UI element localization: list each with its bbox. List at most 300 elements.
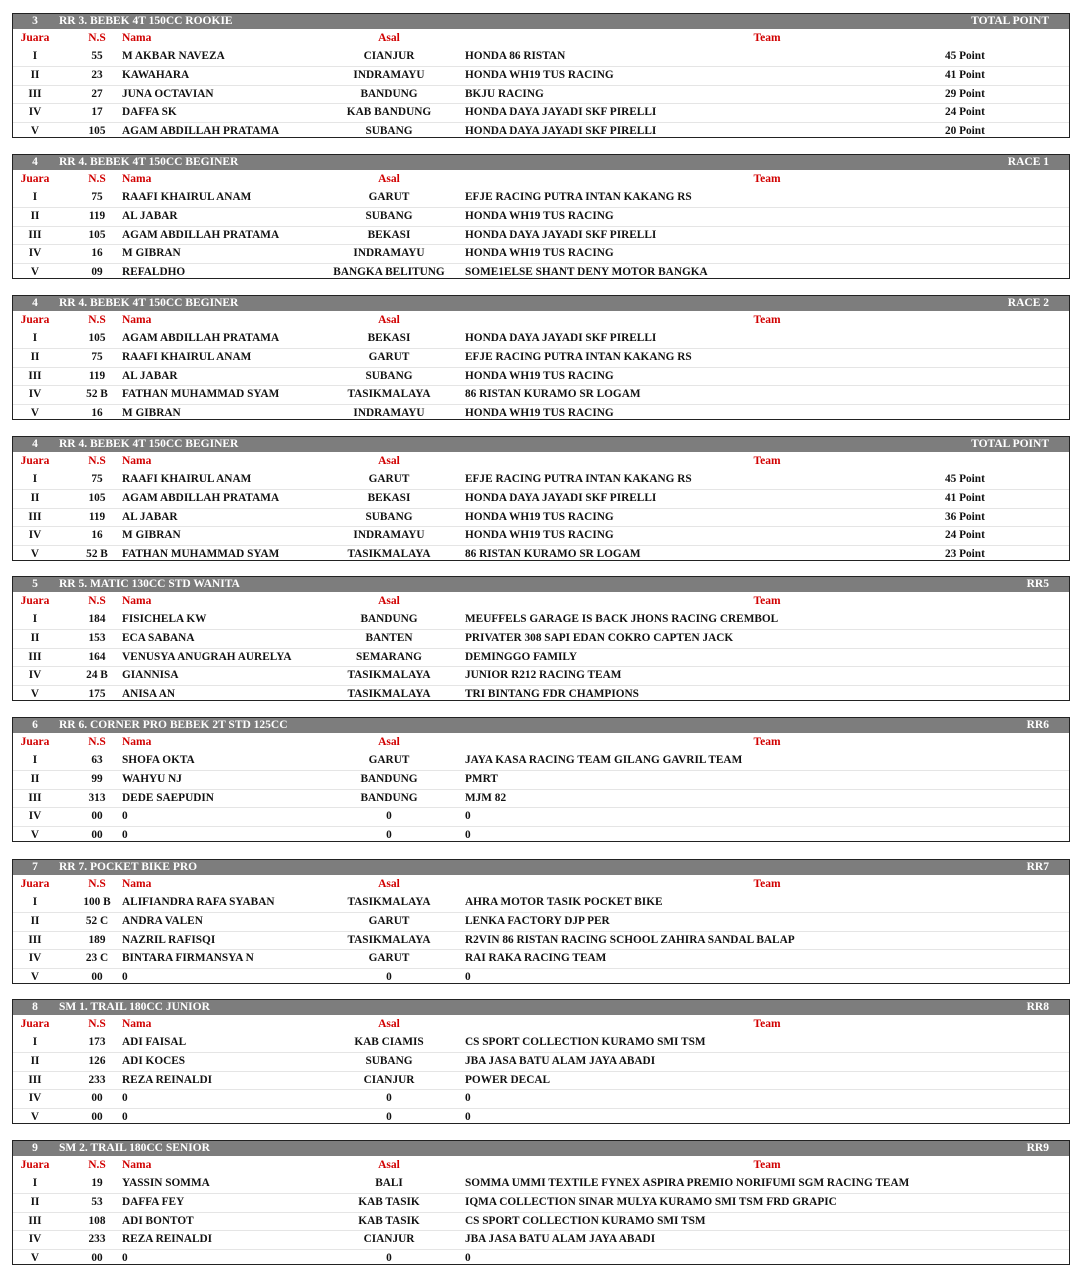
table-row bbox=[13, 894, 1069, 912]
rank: IV bbox=[28, 810, 42, 823]
rank: II bbox=[30, 631, 40, 644]
col-asal: Asal bbox=[378, 32, 400, 44]
rank: V bbox=[30, 266, 40, 279]
rider-name: M AKBAR NAVEZA bbox=[122, 50, 225, 62]
rider-name: DAFFA FEY bbox=[122, 1195, 185, 1208]
rider-name: FATHAN MUHAMMAD SYAM bbox=[122, 548, 280, 561]
rank: II bbox=[30, 1054, 40, 1067]
table-row bbox=[13, 629, 1069, 648]
table-row bbox=[13, 648, 1069, 667]
column-header-row bbox=[13, 875, 1069, 894]
rank: IV bbox=[28, 669, 42, 682]
table-row bbox=[13, 826, 1069, 845]
origin: TASIKMALAYA bbox=[347, 933, 431, 946]
rider-name: 0 bbox=[122, 971, 128, 984]
rider-name: KAWAHARA bbox=[122, 68, 190, 81]
origin: BALI bbox=[375, 1177, 403, 1189]
start-number: 16 bbox=[91, 407, 103, 420]
team-name: HONDA WH19 TUS RACING bbox=[465, 68, 614, 81]
col-ns: N.S bbox=[88, 173, 106, 185]
col-juara: Juara bbox=[20, 1018, 50, 1030]
team-name: TRI BINTANG FDR CHAMPIONS bbox=[465, 688, 639, 701]
start-number: 00 bbox=[91, 810, 103, 823]
rank: IV bbox=[28, 1092, 42, 1105]
team-name: IQMA COLLECTION SINAR MULYA KURAMO SMI TSM FRD GRAPIC bbox=[465, 1195, 837, 1208]
rows bbox=[13, 48, 1069, 141]
rank: II bbox=[30, 491, 40, 504]
table-row bbox=[13, 685, 1069, 704]
team-name: HONDA DAYA JAYADI SKF PIRELLI bbox=[465, 332, 657, 344]
team-name: JBA JASA BATU ALAM JAYA ABADI bbox=[465, 1054, 656, 1067]
class-header bbox=[13, 296, 1069, 311]
rider-name: ALIFIANDRA RAFA SYABAN bbox=[122, 896, 275, 908]
origin: TASIKMALAYA bbox=[347, 388, 431, 401]
team-name: 0 bbox=[465, 971, 471, 984]
origin: BANDUNG bbox=[360, 772, 418, 785]
class-title: SM 1. TRAIL 180CC JUNIOR bbox=[59, 1001, 210, 1013]
origin: BANTEN bbox=[365, 631, 413, 644]
rank: I bbox=[32, 1177, 38, 1189]
start-number: 173 bbox=[88, 1036, 106, 1048]
rank: I bbox=[32, 50, 38, 62]
table-row bbox=[13, 931, 1069, 950]
rank: I bbox=[32, 473, 38, 485]
start-number: 105 bbox=[88, 228, 106, 241]
origin: KAB BANDUNG bbox=[346, 106, 432, 119]
origin: SUBANG bbox=[365, 1054, 413, 1067]
table-row bbox=[13, 807, 1069, 826]
col-ns: N.S bbox=[88, 32, 106, 44]
col-asal: Asal bbox=[378, 173, 400, 185]
rows bbox=[13, 611, 1069, 704]
team-name: CS SPORT COLLECTION KURAMO SMI TSM bbox=[465, 1036, 706, 1048]
start-number: 52 B bbox=[86, 548, 108, 561]
origin: KAB CIAMIS bbox=[354, 1036, 424, 1048]
origin: 0 bbox=[386, 1252, 392, 1265]
team-name: POWER DECAL bbox=[465, 1073, 551, 1086]
rank: IV bbox=[28, 529, 42, 542]
rider-name: M GIBRAN bbox=[122, 529, 181, 542]
table-row bbox=[13, 226, 1069, 245]
rider-name: 0 bbox=[122, 1252, 128, 1265]
rider-name: AL JABAR bbox=[122, 369, 178, 382]
col-asal: Asal bbox=[378, 314, 400, 326]
origin: SUBANG bbox=[365, 510, 413, 523]
rider-name: REFALDHO bbox=[122, 266, 186, 279]
start-number: 63 bbox=[91, 754, 103, 766]
rows bbox=[13, 894, 1069, 987]
team-name: LENKA FACTORY DJP PER bbox=[465, 914, 610, 927]
origin: KAB TASIK bbox=[358, 1195, 420, 1208]
team-name: JAYA KASA RACING TEAM GILANG GAVRIL TEAM bbox=[465, 754, 743, 766]
rider-name: FATHAN MUHAMMAD SYAM bbox=[122, 388, 280, 401]
rider-name: AGAM ABDILLAH PRATAMA bbox=[122, 228, 280, 241]
rider-name: AGAM ABDILLAH PRATAMA bbox=[122, 125, 280, 138]
col-juara: Juara bbox=[20, 32, 50, 44]
col-ns: N.S bbox=[88, 736, 106, 748]
class-header bbox=[13, 1141, 1069, 1156]
col-nama: Nama bbox=[122, 1159, 152, 1171]
origin: TASIKMALAYA bbox=[347, 548, 431, 561]
origin: GARUT bbox=[368, 754, 410, 766]
col-team: Team bbox=[753, 595, 781, 607]
team-name: 0 bbox=[465, 1252, 471, 1265]
origin: 0 bbox=[386, 1092, 392, 1105]
origin: CIANJUR bbox=[363, 1073, 415, 1086]
class-title: SM 2. TRAIL 180CC SENIOR bbox=[59, 1142, 210, 1154]
rider-name: M GIBRAN bbox=[122, 247, 181, 260]
start-number: 23 C bbox=[85, 952, 109, 965]
rider-name: AGAM ABDILLAH PRATAMA bbox=[122, 332, 280, 344]
start-number: 52 B bbox=[86, 388, 108, 401]
race-label: RR5 bbox=[1026, 578, 1049, 590]
table-row bbox=[13, 66, 1069, 85]
class-title: RR 4. BEBEK 4T 150CC BEGINER bbox=[59, 156, 239, 168]
col-nama: Nama bbox=[122, 595, 152, 607]
start-number: 108 bbox=[88, 1214, 106, 1227]
col-nama: Nama bbox=[122, 314, 152, 326]
rank: III bbox=[28, 369, 42, 382]
col-team: Team bbox=[753, 455, 781, 467]
rider-name: AL JABAR bbox=[122, 209, 178, 222]
class-result-table bbox=[12, 13, 1070, 138]
team-name: JUNIOR R212 RACING TEAM bbox=[465, 669, 622, 682]
rank: IV bbox=[28, 952, 42, 965]
table-row bbox=[13, 244, 1069, 263]
start-number: 09 bbox=[91, 266, 103, 279]
team-name: MEUFFELS GARAGE IS BACK JHONS RACING CREMBOL bbox=[465, 613, 779, 625]
team-name: HONDA WH19 TUS RACING bbox=[465, 510, 614, 523]
col-nama: Nama bbox=[122, 1018, 152, 1030]
table-row bbox=[13, 1212, 1069, 1231]
class-result-table bbox=[12, 859, 1070, 984]
col-nama: Nama bbox=[122, 455, 152, 467]
origin: CIANJUR bbox=[363, 50, 415, 62]
class-header bbox=[13, 860, 1069, 875]
team-name: PRIVATER 308 SAPI EDAN COKRO CAPTEN JACK bbox=[465, 631, 734, 644]
col-ns: N.S bbox=[88, 455, 106, 467]
col-ns: N.S bbox=[88, 314, 106, 326]
start-number: 00 bbox=[91, 971, 103, 984]
origin: GARUT bbox=[368, 191, 410, 203]
class-header bbox=[13, 1000, 1069, 1015]
start-number: 126 bbox=[88, 1054, 106, 1067]
points: 23 Point bbox=[945, 548, 985, 561]
table-row bbox=[13, 348, 1069, 367]
class-title: RR 7. POCKET BIKE PRO bbox=[59, 861, 198, 873]
start-number: 53 bbox=[91, 1195, 103, 1208]
table-row bbox=[13, 385, 1069, 404]
origin: BEKASI bbox=[367, 228, 411, 241]
rider-name: RAAFI KHAIRUL ANAM bbox=[122, 191, 252, 203]
class-result-table bbox=[12, 154, 1070, 279]
class-header bbox=[13, 437, 1069, 452]
table-row bbox=[13, 189, 1069, 207]
points: 29 Point bbox=[945, 87, 985, 100]
table-row bbox=[13, 1052, 1069, 1071]
team-name: 0 bbox=[465, 810, 471, 823]
class-result-table bbox=[12, 717, 1070, 842]
team-name: HONDA WH19 TUS RACING bbox=[465, 529, 614, 542]
origin: INDRAMAYU bbox=[353, 407, 425, 420]
origin: BEKASI bbox=[367, 332, 411, 344]
table-row bbox=[13, 526, 1069, 545]
team-name: HONDA WH19 TUS RACING bbox=[465, 407, 614, 420]
points: 41 Point bbox=[945, 68, 985, 81]
race-label: TOTAL POINT bbox=[971, 15, 1049, 27]
race-label: RR9 bbox=[1026, 1142, 1049, 1154]
start-number: 00 bbox=[91, 1111, 103, 1124]
rank: II bbox=[30, 914, 40, 927]
column-header-row bbox=[13, 452, 1069, 471]
origin: INDRAMAYU bbox=[353, 529, 425, 542]
class-title: RR 6. CORNER PRO BEBEK 2T STD 125CC bbox=[59, 719, 288, 731]
table-row bbox=[13, 770, 1069, 789]
start-number: 99 bbox=[91, 772, 103, 785]
col-asal: Asal bbox=[378, 595, 400, 607]
race-label: RR8 bbox=[1026, 1001, 1049, 1013]
start-number: 75 bbox=[91, 350, 103, 363]
table-row bbox=[13, 1108, 1069, 1127]
origin: TASIKMALAYA bbox=[347, 688, 431, 701]
points: 20 Point bbox=[945, 125, 985, 138]
rank: III bbox=[28, 1073, 42, 1086]
rider-name: REZA REINALDI bbox=[122, 1233, 213, 1246]
rider-name: ADI KOCES bbox=[122, 1054, 186, 1067]
origin: GARUT bbox=[368, 914, 410, 927]
team-name: SOMMA UMMI TEXTILE FYNEX ASPIRA PREMIO NORIFUMI SGM RACING TEAM bbox=[465, 1177, 910, 1189]
rider-name: RAAFI KHAIRUL ANAM bbox=[122, 473, 252, 485]
col-ns: N.S bbox=[88, 595, 106, 607]
class-number: 6 bbox=[32, 719, 38, 731]
rows bbox=[13, 471, 1069, 564]
rider-name: NAZRIL RAFISQI bbox=[122, 933, 216, 946]
class-title: RR 5. MATIC 130CC STD WANITA bbox=[59, 578, 240, 590]
rank: III bbox=[28, 87, 42, 100]
col-team: Team bbox=[753, 173, 781, 185]
team-name: HONDA WH19 TUS RACING bbox=[465, 209, 614, 222]
rank: V bbox=[30, 1111, 40, 1124]
table-row bbox=[13, 545, 1069, 564]
col-nama: Nama bbox=[122, 878, 152, 890]
start-number: 233 bbox=[88, 1233, 106, 1246]
column-header-row bbox=[13, 1156, 1069, 1175]
col-asal: Asal bbox=[378, 1159, 400, 1171]
team-name: HONDA DAYA JAYADI SKF PIRELLI bbox=[465, 228, 657, 241]
team-name: DEMINGGO FAMILY bbox=[465, 650, 578, 663]
rider-name: AL JABAR bbox=[122, 510, 178, 523]
class-title: RR 3. BEBEK 4T 150CC ROOKIE bbox=[59, 15, 233, 27]
table-row bbox=[13, 489, 1069, 508]
table-row bbox=[13, 1089, 1069, 1108]
col-juara: Juara bbox=[20, 455, 50, 467]
col-team: Team bbox=[753, 736, 781, 748]
points: 36 Point bbox=[945, 510, 985, 523]
rows bbox=[13, 189, 1069, 282]
rider-name: 0 bbox=[122, 1111, 128, 1124]
rider-name: RAAFI KHAIRUL ANAM bbox=[122, 350, 252, 363]
rank: II bbox=[30, 350, 40, 363]
col-juara: Juara bbox=[20, 314, 50, 326]
table-row bbox=[13, 122, 1069, 141]
team-name: HONDA DAYA JAYADI SKF PIRELLI bbox=[465, 491, 657, 504]
rank: IV bbox=[28, 1233, 42, 1246]
team-name: HONDA WH19 TUS RACING bbox=[465, 369, 614, 382]
table-row bbox=[13, 508, 1069, 527]
team-name: RAI RAKA RACING TEAM bbox=[465, 952, 607, 965]
team-name: EFJE RACING PUTRA INTAN KAKANG RS bbox=[465, 473, 692, 485]
start-number: 119 bbox=[88, 510, 106, 523]
origin: TASIKMALAYA bbox=[347, 896, 431, 908]
origin: BANDUNG bbox=[360, 791, 418, 804]
rank: V bbox=[30, 407, 40, 420]
column-header-row bbox=[13, 311, 1069, 330]
origin: 0 bbox=[386, 829, 392, 842]
rider-name: YASSIN SOMMA bbox=[122, 1177, 210, 1189]
start-number: 17 bbox=[91, 106, 103, 119]
rider-name: AGAM ABDILLAH PRATAMA bbox=[122, 491, 280, 504]
origin: INDRAMAYU bbox=[353, 247, 425, 260]
table-row bbox=[13, 1071, 1069, 1090]
start-number: 105 bbox=[88, 491, 106, 504]
col-juara: Juara bbox=[20, 736, 50, 748]
start-number: 75 bbox=[91, 473, 103, 485]
rank: V bbox=[30, 1252, 40, 1265]
start-number: 00 bbox=[91, 1252, 103, 1265]
table-row bbox=[13, 1230, 1069, 1249]
rows bbox=[13, 1034, 1069, 1127]
col-team: Team bbox=[753, 32, 781, 44]
col-juara: Juara bbox=[20, 1159, 50, 1171]
origin: TASIKMALAYA bbox=[347, 669, 431, 682]
rank: III bbox=[28, 933, 42, 946]
origin: GARUT bbox=[368, 952, 410, 965]
rows bbox=[13, 752, 1069, 845]
race-label: RR7 bbox=[1026, 861, 1049, 873]
origin: BANDUNG bbox=[360, 87, 418, 100]
points: 24 Point bbox=[945, 106, 985, 119]
team-name: BKJU RACING bbox=[465, 87, 544, 100]
table-row bbox=[13, 968, 1069, 987]
team-name: EFJE RACING PUTRA INTAN KAKANG RS bbox=[465, 191, 692, 203]
table-row bbox=[13, 1175, 1069, 1193]
col-juara: Juara bbox=[20, 878, 50, 890]
rider-name: SHOFA OKTA bbox=[122, 754, 195, 766]
col-asal: Asal bbox=[378, 736, 400, 748]
start-number: 75 bbox=[91, 191, 103, 203]
origin: SEMARANG bbox=[356, 650, 422, 663]
rider-name: M GIBRAN bbox=[122, 407, 181, 420]
table-row bbox=[13, 263, 1069, 282]
table-row bbox=[13, 330, 1069, 348]
origin: BANGKA BELITUNG bbox=[333, 266, 445, 279]
col-asal: Asal bbox=[378, 455, 400, 467]
start-number: 105 bbox=[88, 125, 106, 138]
race-label: RACE 1 bbox=[1007, 156, 1049, 168]
col-asal: Asal bbox=[378, 1018, 400, 1030]
origin: SUBANG bbox=[365, 209, 413, 222]
start-number: 184 bbox=[88, 613, 106, 625]
class-number: 8 bbox=[32, 1001, 38, 1013]
class-result-table bbox=[12, 436, 1070, 561]
race-label: TOTAL POINT bbox=[971, 438, 1049, 450]
class-number: 4 bbox=[32, 438, 38, 450]
team-name: HONDA WH19 TUS RACING bbox=[465, 247, 614, 260]
rank: V bbox=[30, 688, 40, 701]
table-row bbox=[13, 48, 1069, 66]
table-row bbox=[13, 789, 1069, 808]
table-row bbox=[13, 471, 1069, 489]
rank: IV bbox=[28, 247, 42, 260]
rider-name: 0 bbox=[122, 1092, 128, 1105]
origin: BEKASI bbox=[367, 491, 411, 504]
table-row bbox=[13, 1249, 1069, 1268]
start-number: 105 bbox=[88, 332, 106, 344]
origin: 0 bbox=[386, 971, 392, 984]
team-name: 86 RISTAN KURAMO SR LOGAM bbox=[465, 388, 641, 401]
start-number: 189 bbox=[88, 933, 106, 946]
class-result-table bbox=[12, 999, 1070, 1124]
team-name: 0 bbox=[465, 1111, 471, 1124]
rank: V bbox=[30, 125, 40, 138]
team-name: AHRA MOTOR TASIK POCKET BIKE bbox=[465, 896, 663, 908]
start-number: 24 B bbox=[86, 669, 108, 682]
start-number: 16 bbox=[91, 247, 103, 260]
team-name: MJM 82 bbox=[465, 791, 507, 804]
origin: SUBANG bbox=[365, 125, 413, 138]
rank: I bbox=[32, 754, 38, 766]
points: 45 Point bbox=[945, 50, 985, 62]
team-name: HONDA 86 RISTAN bbox=[465, 50, 566, 62]
origin: 0 bbox=[386, 1111, 392, 1124]
rider-name: WAHYU NJ bbox=[122, 772, 182, 785]
table-row bbox=[13, 207, 1069, 226]
rider-name: 0 bbox=[122, 810, 128, 823]
points: 41 Point bbox=[945, 491, 985, 504]
start-number: 119 bbox=[88, 369, 106, 382]
points: 45 Point bbox=[945, 473, 985, 485]
rank: V bbox=[30, 971, 40, 984]
start-number: 175 bbox=[88, 688, 106, 701]
origin: CIANJUR bbox=[363, 1233, 415, 1246]
rows bbox=[13, 330, 1069, 423]
rank: II bbox=[30, 1195, 40, 1208]
class-header bbox=[13, 14, 1069, 29]
col-juara: Juara bbox=[20, 173, 50, 185]
team-name: HONDA DAYA JAYADI SKF PIRELLI bbox=[465, 125, 657, 138]
race-label: RR6 bbox=[1026, 719, 1049, 731]
team-name: SOME1ELSE SHANT DENY MOTOR BANGKA bbox=[465, 266, 708, 279]
rider-name: BINTARA FIRMANSYA N bbox=[122, 952, 254, 965]
team-name: 0 bbox=[465, 1092, 471, 1105]
rank: III bbox=[28, 228, 42, 241]
rank: I bbox=[32, 191, 38, 203]
team-name: 86 RISTAN KURAMO SR LOGAM bbox=[465, 548, 641, 561]
column-header-row bbox=[13, 1015, 1069, 1034]
rank: I bbox=[32, 896, 38, 908]
col-nama: Nama bbox=[122, 173, 152, 185]
rider-name: DAFFA SK bbox=[122, 106, 177, 119]
table-row bbox=[13, 949, 1069, 968]
team-name: 0 bbox=[465, 829, 471, 842]
rank: I bbox=[32, 1036, 38, 1048]
origin: INDRAMAYU bbox=[353, 68, 425, 81]
origin: 0 bbox=[386, 810, 392, 823]
start-number: 100 B bbox=[83, 896, 111, 908]
col-team: Team bbox=[753, 314, 781, 326]
col-nama: Nama bbox=[122, 32, 152, 44]
start-number: 27 bbox=[91, 87, 103, 100]
